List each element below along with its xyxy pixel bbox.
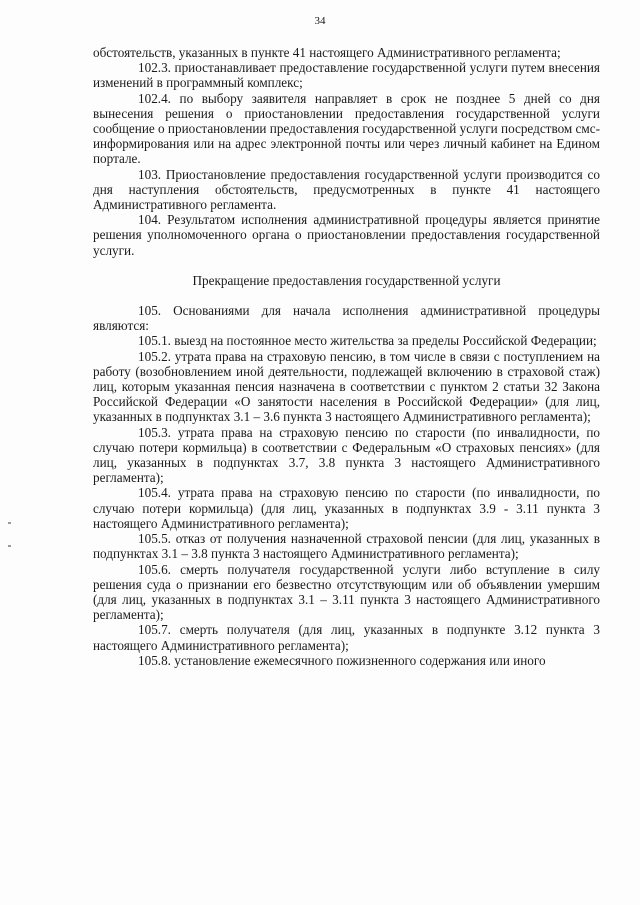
paragraph-105: 105. Основаниями для начала исполнения административной процедуры являются: [93, 303, 600, 334]
paragraph-104: 104. Результатом исполнения административной процедуры является принятие решения уполномоченного органа о приостановлении предоставления государственной услуги. [93, 212, 600, 258]
paragraph-103: 103. Приостановление предоставления государственной услуги производится со дня наступления обстоятельств, предусмотренных в пункте 41 настоящего Административного регламента. [93, 166, 600, 213]
paragraph-105-7: 105.7. смерть получателя (для лиц, указанных в подпункте 3.12 пункта 3 настоящего Административного регламента); [93, 622, 600, 653]
scan-margin-mark [8, 545, 11, 547]
paragraph-105-4: 105.4. утрата права на страховую пенсию по старости (по инвалидности, по случаю потери кормильца) (для лиц, указанных в подпунктах 3.9 - 3.11 пункта 3 настоящего Административного регламента); [93, 485, 600, 531]
paragraph-105-2: 105.2. утрата права на страховую пенсию, в том числе в связи с поступлением на работу (возобновлением иной деятельности, подлежащей включению в страховой стаж) лиц, которым указанная пенсия назначена в соответствии с пунктом 2 статьи 32 Закона Российской Федерации «О занятости населения в Российской Федерации» (для лиц, указанных в подпунктах 3.1 – 3.6 пункта 3 настоящего Административного регламента); [93, 348, 600, 425]
page-number: 34 [314, 15, 326, 27]
scan-margin-mark [8, 522, 11, 524]
document-body [93, 45, 600, 668]
paragraph-102-3: 102.3. приостанавливает предоставление государственной услуги путем внесения изменений в программный комплекс; [93, 60, 600, 91]
paragraph-105-6: 105.6. смерть получателя государственной услуги либо вступление в силу решения суда о признании его безвестно отсутствующим или об объявлении умершим (для лиц, указанных в подпунктах 3.1 – 3.11 пункта 3 настоящего Административного регламента); [93, 561, 600, 623]
paragraph-105-1: 105.1. выезд на постоянное место жительства за пределы Российской Федерации; [138, 333, 597, 349]
paragraph-102-4: 102.4. по выбору заявителя направляет в срок не позднее 5 дней со дня вынесения решения о приостановлении предоставления государственной услуги сообщение о приостановлении предоставления государственной услуги посредством смс-информирования или на адрес электронной почты или через личный кабинет на Едином портале. [93, 90, 601, 167]
paragraph-105-3: 105.3. утрата права на страховую пенсию по старости (по инвалидности, по случаю потери кормильца) в соответствии с Федеральным «О страховых пенсиях» (для лиц, указанных в подпунктах 3.7, 3.8 пункта 3 настоящего Административного регламента); [93, 424, 600, 486]
paragraph-continuation: обстоятельств, указанных в пункте 41 настоящего Административного регламента; [93, 45, 561, 60]
paragraph-105-5: 105.5. отказ от получения назначенной страховой пенсии (для лиц, указанных в подпунктах 3.1 – 3.8 пункта 3 настоящего Административного регламента); [93, 531, 600, 562]
paragraph-105-8: 105.8. установление ежемесячного пожизненного содержания или иного [138, 652, 546, 668]
section-heading: Прекращение предоставления государственной услуги [192, 272, 501, 288]
